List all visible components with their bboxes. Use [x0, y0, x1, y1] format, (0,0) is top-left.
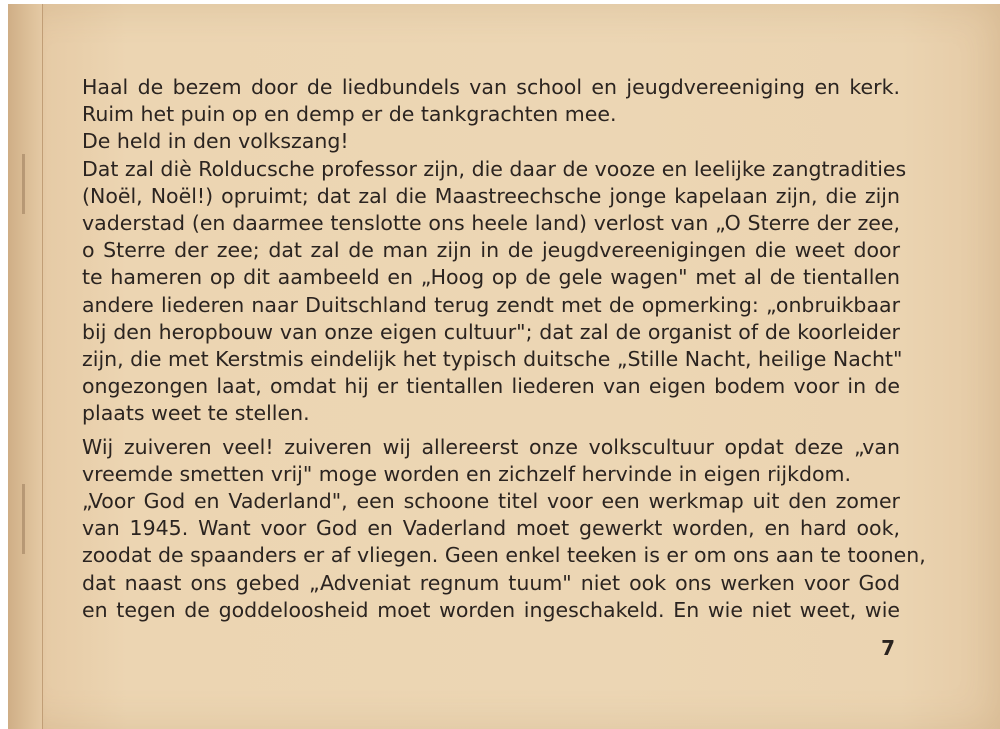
text-line: De held in den volkszang!	[82, 129, 349, 154]
text-line: bij den heropbouw van onze eigen cultuur"; dat zal de organist of de koorleider	[82, 319, 900, 344]
text-line: vreemde smetten vrij" moge worden en zichzelf hervinde in eigen rijkdom.	[82, 461, 851, 486]
text-line: dat naast ons gebed „Adveniat regnum tuum" niet ook ons werken voor God	[82, 570, 900, 595]
text-line: zoodat de spaanders er af vliegen. Geen enkel teeken is er om ons aan te toonen,	[82, 543, 926, 568]
paragraph	[82, 434, 926, 624]
text-line: Dat zal diè Rolducsche professor zijn, die daar de vooze en leelijke zangtradities	[82, 156, 907, 181]
binding-stitch	[22, 484, 25, 554]
text-line: vaderstad (en daarmee tenslotte ons heele land) verlost van „O Sterre der zee,	[82, 211, 900, 236]
text-line: Ruim het puin op en demp er de tankgrachten mee.	[82, 102, 617, 127]
text-line: o Sterre der zee; dat zal de man zijn in de jeugdvereenigingen die weet door	[82, 238, 900, 263]
text-line: te hameren op dit aambeeld en „Hoog op de gele wagen" met al de tientallen	[82, 265, 900, 290]
text-line: plaats weet te stellen.	[82, 401, 310, 426]
text-line: en tegen de goddeloosheid moet worden ingeschakeld. En wie niet weet, wie	[82, 597, 900, 622]
text-line: Haal de bezem door de liedbundels van school en jeugdvereeniging en kerk.	[82, 75, 900, 99]
text-line: zijn, die met Kerstmis eindelijk het typisch duitsche „Stille Nacht, heilige Nacht"	[82, 347, 903, 372]
text-line: Wij zuiveren veel! zuiveren wij allereerst onze volkscultuur opdat deze „van	[82, 434, 900, 459]
binding-stitch	[22, 154, 25, 214]
paragraph	[82, 74, 907, 428]
text-line: „Voor God en Vaderland", een schoone titel voor een werkmap uit den zomer	[82, 489, 900, 514]
text-line: van 1945. Want voor God en Vaderland moet gewerkt worden, en hard ook,	[82, 516, 900, 541]
book-binding-edge	[8, 4, 43, 729]
text-line: (Noël, Noël!) opruimt; dat zal die Maastreechsche jonge kapelaan zijn, die zijn	[82, 183, 900, 208]
text-line: andere liederen naar Duitschland terug zendt met de opmerking: „onbruikbaar	[82, 292, 900, 317]
text-line: ongezongen laat, omdat hij er tientallen liederen van eigen bodem voor in de	[82, 374, 900, 399]
body-text	[82, 74, 926, 624]
page-number: 7	[881, 636, 895, 660]
